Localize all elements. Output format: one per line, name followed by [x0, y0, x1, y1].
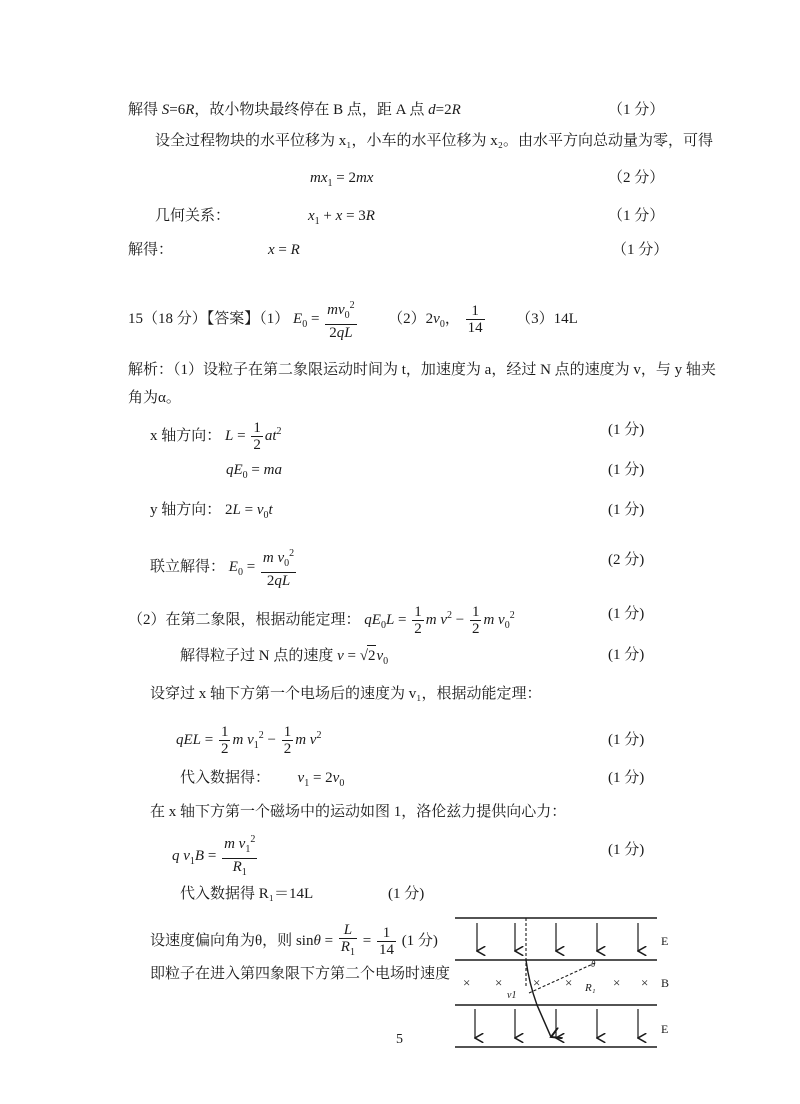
eq-qE0: $qE_0$ = ma: [226, 462, 282, 481]
score: (1 分): [608, 647, 645, 663]
score: （1 分）: [612, 242, 669, 258]
eq-x-axis: x 轴方向： L = $\frac{1}{2}$ $at^2$: [150, 420, 282, 453]
score: （1 分）: [608, 102, 665, 118]
equation-momentum: $mx_1 = 2mx$: [310, 170, 374, 189]
score: （2 分）: [608, 170, 665, 186]
text: 设速度偏向角为θ，则: [150, 932, 293, 949]
e-field-arrows-bottom: [475, 1009, 638, 1038]
b-field-crosses: [463, 975, 648, 990]
label-E-top: E: [661, 934, 669, 948]
text: x 轴方向：: [150, 427, 222, 444]
cross-mark: ×: [613, 975, 621, 990]
score: (1 分): [608, 842, 645, 858]
cross-mark: ×: [565, 975, 573, 990]
score: (1 分): [608, 462, 645, 478]
eq-qEL: qEL = $\frac{1}{2}$ m $v_1^2$ − $\frac{1}{2}$ m $v^2$: [176, 724, 322, 757]
eq-vN: 解得粒子过 N 点的速度 $v = √2v_0$: [180, 645, 388, 672]
eq-y-axis: y 轴方向： $2L = v_0t$: [150, 502, 273, 521]
text: （3）14L: [516, 310, 578, 327]
equation-geometry: $x_1 + x = 3R$: [308, 208, 375, 227]
label-v1: v1: [507, 990, 517, 1001]
text: 解得: [128, 102, 159, 118]
text: 代入数据得：: [180, 770, 271, 786]
text: （2）在第二象限，根据动能定理：: [128, 611, 361, 628]
score: (1 分): [608, 502, 645, 518]
cross-mark: ×: [463, 975, 471, 990]
line-last: 即粒子在进入第四象限下方第二个电场时速度: [150, 966, 451, 982]
text: 15（18 分）【答案】（1）: [128, 310, 290, 327]
page-number: 5: [396, 1032, 403, 1047]
label-theta: θ: [591, 959, 596, 969]
label-geometry: 几何关系：: [155, 208, 231, 224]
line-mag-intro: 在 x 轴下方第一个磁场中的运动如图 1，洛伦兹力提供向心力：: [150, 804, 567, 820]
line-1: 解得 S=6R，故小物块最终停在 B 点，距 A 点 d=2R: [128, 102, 461, 118]
score: (1 分): [388, 886, 425, 902]
text: （2）2: [388, 310, 434, 327]
line-set-v1: 设穿过 x 轴下方第一个电场后的速度为 v₁，根据动能定理：: [150, 686, 542, 702]
label-E-bottom: E: [661, 1022, 669, 1036]
eq-R1: 代入数据得 R₁＝14L: [180, 886, 314, 902]
eq-v1: 代入数据得： $v_1 = 2v_0$: [180, 770, 345, 789]
equation-x-R: x = R: [268, 242, 300, 258]
e-field-arrows-top: [477, 923, 638, 951]
line-2: 设全过程物块的水平位移为 x₁，小车的水平位移为 x₂。由水平方向总动量为零，可得: [155, 133, 713, 149]
score: (1 分): [608, 732, 645, 748]
analysis-line-2: 角为α。: [128, 390, 181, 406]
eq-theta: 设速度偏向角为θ，则 sinθ = $\frac{L}{R_1}$ = $\frac{1}{14}$ (1 分): [150, 922, 438, 958]
velocity-arrow: [537, 1005, 551, 1037]
score: (1 分): [608, 422, 645, 438]
text: 联立解得：: [150, 558, 226, 575]
q15-answer: 15（18 分）【答案】（1） $E_0$ = $\frac{mv_0^2}{2qL}$ $(2)2v_0$， $\frac{1}{14}$ （3）14L: [128, 300, 578, 341]
analysis-line-1: 解析：（1）设粒子在第二象限运动时间为 t，加速度为 a，经过 N 点的速度为 v，与 y 轴夹: [128, 362, 716, 378]
score: (2 分): [608, 552, 645, 568]
cross-mark: ×: [641, 975, 649, 990]
label-jiede: 解得：: [128, 242, 174, 258]
score: (1 分): [401, 932, 438, 949]
label-B: B: [661, 976, 670, 990]
cross-mark: ×: [495, 975, 503, 990]
figure-1: [445, 905, 675, 1055]
score: (1 分): [608, 606, 645, 622]
score: (1 分): [608, 770, 645, 786]
text: ，故小物块最终停在 B 点，距 A 点: [194, 102, 425, 118]
eq-lianli: 联立解得： $E_0$ = $\frac{m v_0^2}{2qL}$: [150, 548, 295, 589]
eq-part2: （2）在第二象限，根据动能定理： $qE_0L$ = $\frac{1}{2}$ m $v^2$ − $\frac{1}{2}$ m $v_0^2$: [128, 604, 515, 637]
cross-mark: ×: [533, 975, 541, 990]
label-R1: R₁: [585, 982, 596, 994]
text: 解得粒子过 N 点的速度: [180, 648, 334, 664]
score: （1 分）: [608, 208, 665, 224]
text: y 轴方向：: [150, 502, 222, 518]
eq-lorentz: q $v_1B$ = $\frac{m v_1^2}{R_1}$: [172, 834, 256, 878]
